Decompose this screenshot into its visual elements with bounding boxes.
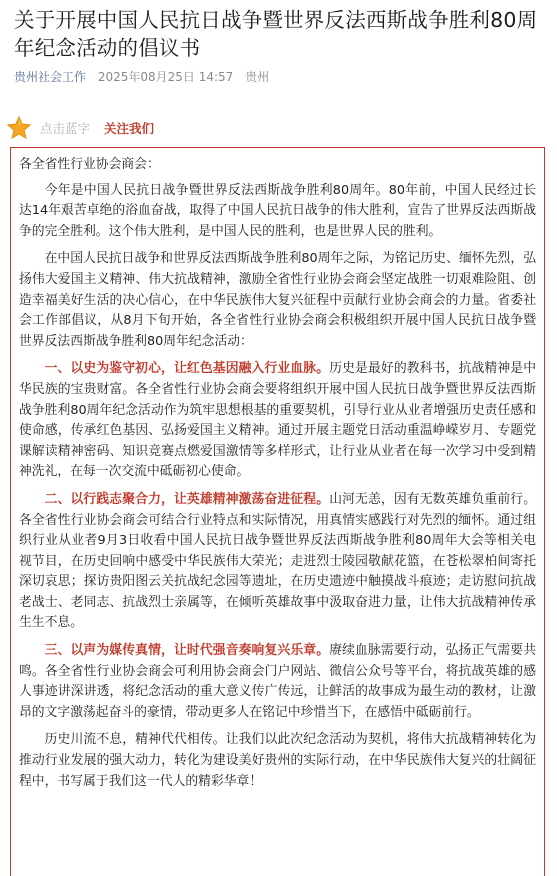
publish-location: 贵州: [245, 70, 270, 84]
follow-us-link[interactable]: 关注我们: [104, 121, 155, 136]
closing-paragraph: 历史川流不息，精神代代相传。让我们以此次纪念活动为契机，将伟大抗战精神转化为推动行业发展的强大动力，转化为建设美好贵州的实际行动，在中华民族伟大复兴的壮阔征程中，书写属于我们这一代人的精彩华章！: [19, 732, 536, 789]
intro-paragraph: 在中国人民抗日战争和世界反法西斯战争胜利80周年之际，为铭记历史、缅怀先烈，弘扬伟大爱国主义精神、伟大抗战精神，激励全省性行业协会商会坚定战胜一切艰难险阻、创造幸福美好生活的决心信心，在中华民族伟大复兴征程中贡献行业协会商会的力量。省委社会工作部倡议，从8月下旬开始，各全省性行业协会商会积极组织开展中国人民抗日战争暨世界反法西斯战争胜利80周年纪念活动：: [19, 251, 536, 349]
follow-hint: 点击蓝字: [40, 121, 91, 136]
section-body: 赓续血脉需要行动，弘扬正气需要共鸣。各全省性行业协会商会可利用协会商会门户网站、微信公众号等平台，将抗战英雄的感人事迹讲深讲透，将纪念活动的重大意义传广传远，让鲜活的故事成为最生动的教材，让激昂的文字激荡起奋斗的豪情，带动更多人在铭记中珍惜当下，在感悟中砥砺前行。: [19, 643, 537, 720]
letter-box: [10, 147, 545, 876]
section-body: 历史是最好的教科书，抗战精神是中华民族的宝贵财富。各全省性行业协会商会要将组织开展中国人民抗日战争暨世界反法西斯战争胜利80周年纪念活动作为筑牢思想根基的重要契机，引导行业从业者增强历史责任感和使命感，传承红色基因、弘扬爱国主义精神。通过开展主题党日活动重温峥嵘岁月、专题党课解读精神密码、知识竞赛点燃爱国激情等多样形式，让行业从业者在每一次学习中受到精神洗礼，在每一次交流中砥砺初心使命。: [19, 361, 537, 480]
section-paragraph: [19, 641, 536, 723]
section-paragraph: [19, 490, 536, 634]
account-name-link[interactable]: 贵州社会工作: [14, 70, 87, 84]
section-heading: 三、以声为媒传真情，让时代强音奏响复兴乐章。: [44, 643, 330, 659]
section-heading: 一、以史为鉴守初心，让红色基因融入行业血脉。: [44, 361, 330, 377]
star-icon: [6, 115, 32, 141]
follow-bar: [6, 116, 154, 140]
article-meta: [0, 62, 557, 86]
letter-salutation: 各全省性行业协会商会：: [19, 157, 160, 172]
article-title: 关于开展中国人民抗日战争暨世界反法西斯战争胜利80周年纪念活动的倡议书: [14, 8, 538, 60]
section-paragraph: [19, 359, 536, 483]
intro-paragraph: 今年是中国人民抗日战争暨世界反法西斯战争胜利80周年。80年前，中国人民经过长达14年艰苦卓绝的浴血奋战，取得了中国人民抗日战争的伟大胜利，宣告了世界反法西斯战争的完全胜利。这个伟大胜利，是中国人民的胜利，也是世界人民的胜利。: [19, 182, 536, 239]
publish-date: 2025年08月25日 14:57: [97, 70, 234, 84]
section-body: 山河无恙，因有无数英雄负重前行。各全省性行业协会商会可结合行业特点和实际情况，用真情实感践行对先烈的缅怀。通过组织行业从业者9月3日收看中国人民抗日战争暨世界反法西斯战争胜利80周年大会等相关电视节目，在历史回响中感受中华民族伟大荣光；走进烈士陵园敬献花篮，在苍松翠柏间寄托深切哀思；探访贵阳图云关抗战纪念园等遗址，在历史遗迹中触摸战斗痕迹；走访慰问抗战老战士、老同志、抗战烈士亲属等，在倾听英雄故事中汲取奋进力量，让伟大抗战精神传承生生不息。: [19, 491, 537, 631]
section-heading: 二、以行践志聚合力，让英雄精神激荡奋进征程。: [44, 491, 330, 507]
